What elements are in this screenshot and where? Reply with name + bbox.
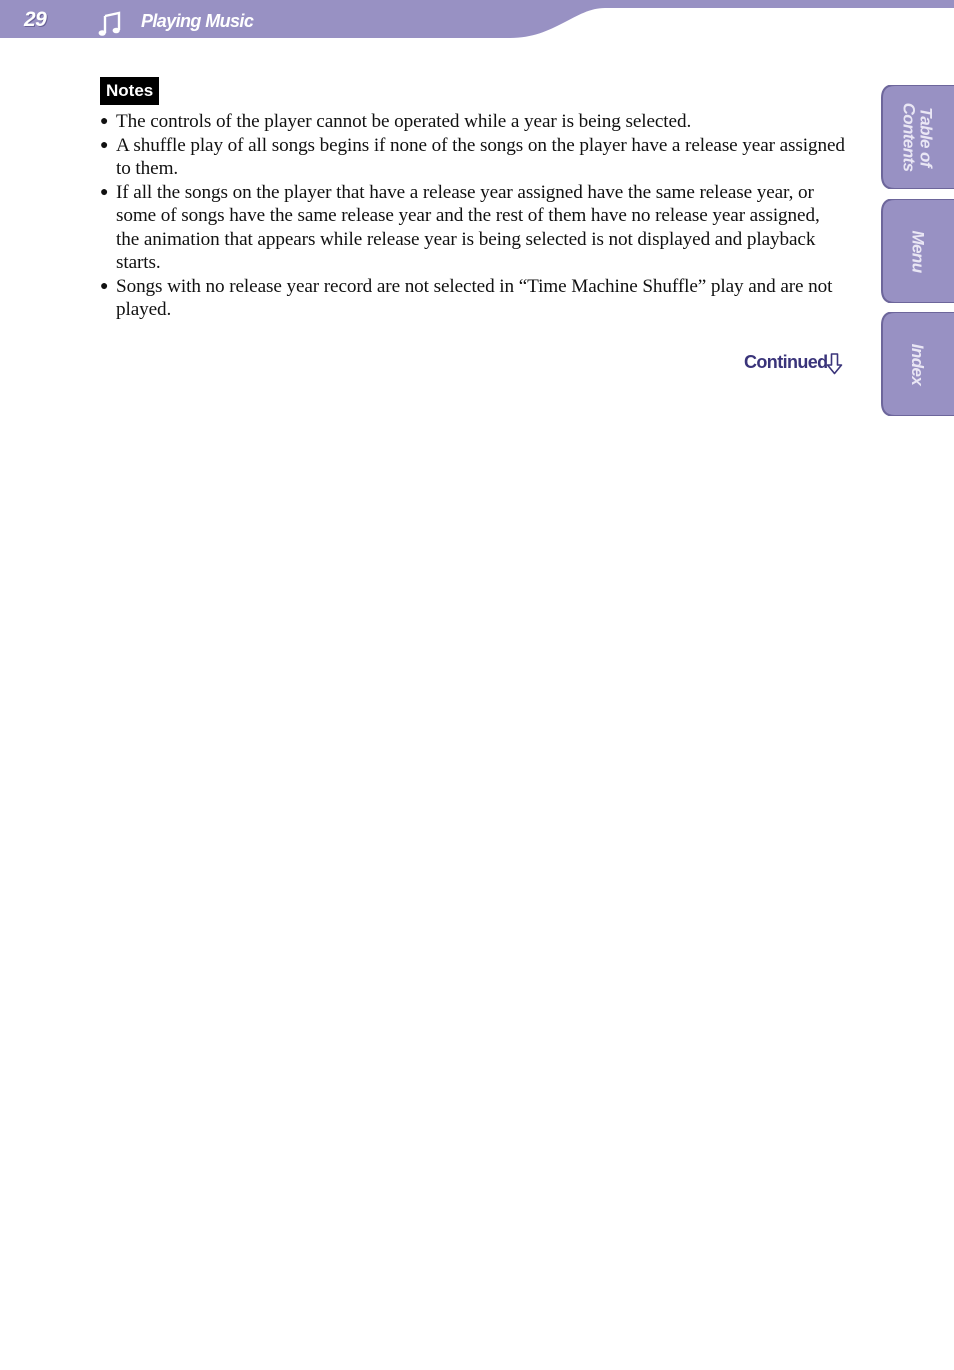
note-text: A shuffle play of all songs begins if none of the songs on the player have a release year assigned to them. <box>116 134 845 179</box>
list-item <box>100 134 845 181</box>
note-text: The controls of the player cannot be operated while a year is being selected. <box>116 111 692 132</box>
notes-heading: Notes <box>100 77 159 105</box>
music-note-icon <box>98 11 122 37</box>
bullet-icon: ● <box>100 114 109 129</box>
tab-label: Index <box>908 343 927 385</box>
bullet-icon: ● <box>100 137 109 153</box>
arrow-down-icon[interactable] <box>826 353 843 375</box>
tab-table-of-contents[interactable] <box>881 85 954 189</box>
page-number: 29 <box>24 8 47 31</box>
tab-menu[interactable] <box>881 199 954 303</box>
note-text: Songs with no release year record are not selected in “Time Machine Shuffle” play and are not played. <box>116 275 833 320</box>
list-item <box>100 110 845 134</box>
notes-list <box>100 110 845 322</box>
tab-label: Table of Contents <box>899 102 936 172</box>
bullet-icon: ● <box>100 278 109 294</box>
section-title: Playing Music <box>141 11 254 31</box>
bullet-icon: ● <box>100 184 109 200</box>
list-item <box>100 181 845 275</box>
list-item <box>100 275 845 322</box>
note-text: If all the songs on the player that have a release year assigned have the same release year, or some of songs have the same release year and the rest of them have no release year assigned, the animation that appears while release year is being selected is not displayed and playback starts. <box>116 181 820 273</box>
continued-link[interactable]: Continued <box>744 352 828 372</box>
tab-index[interactable] <box>881 312 954 416</box>
tab-label: Menu <box>907 230 927 272</box>
